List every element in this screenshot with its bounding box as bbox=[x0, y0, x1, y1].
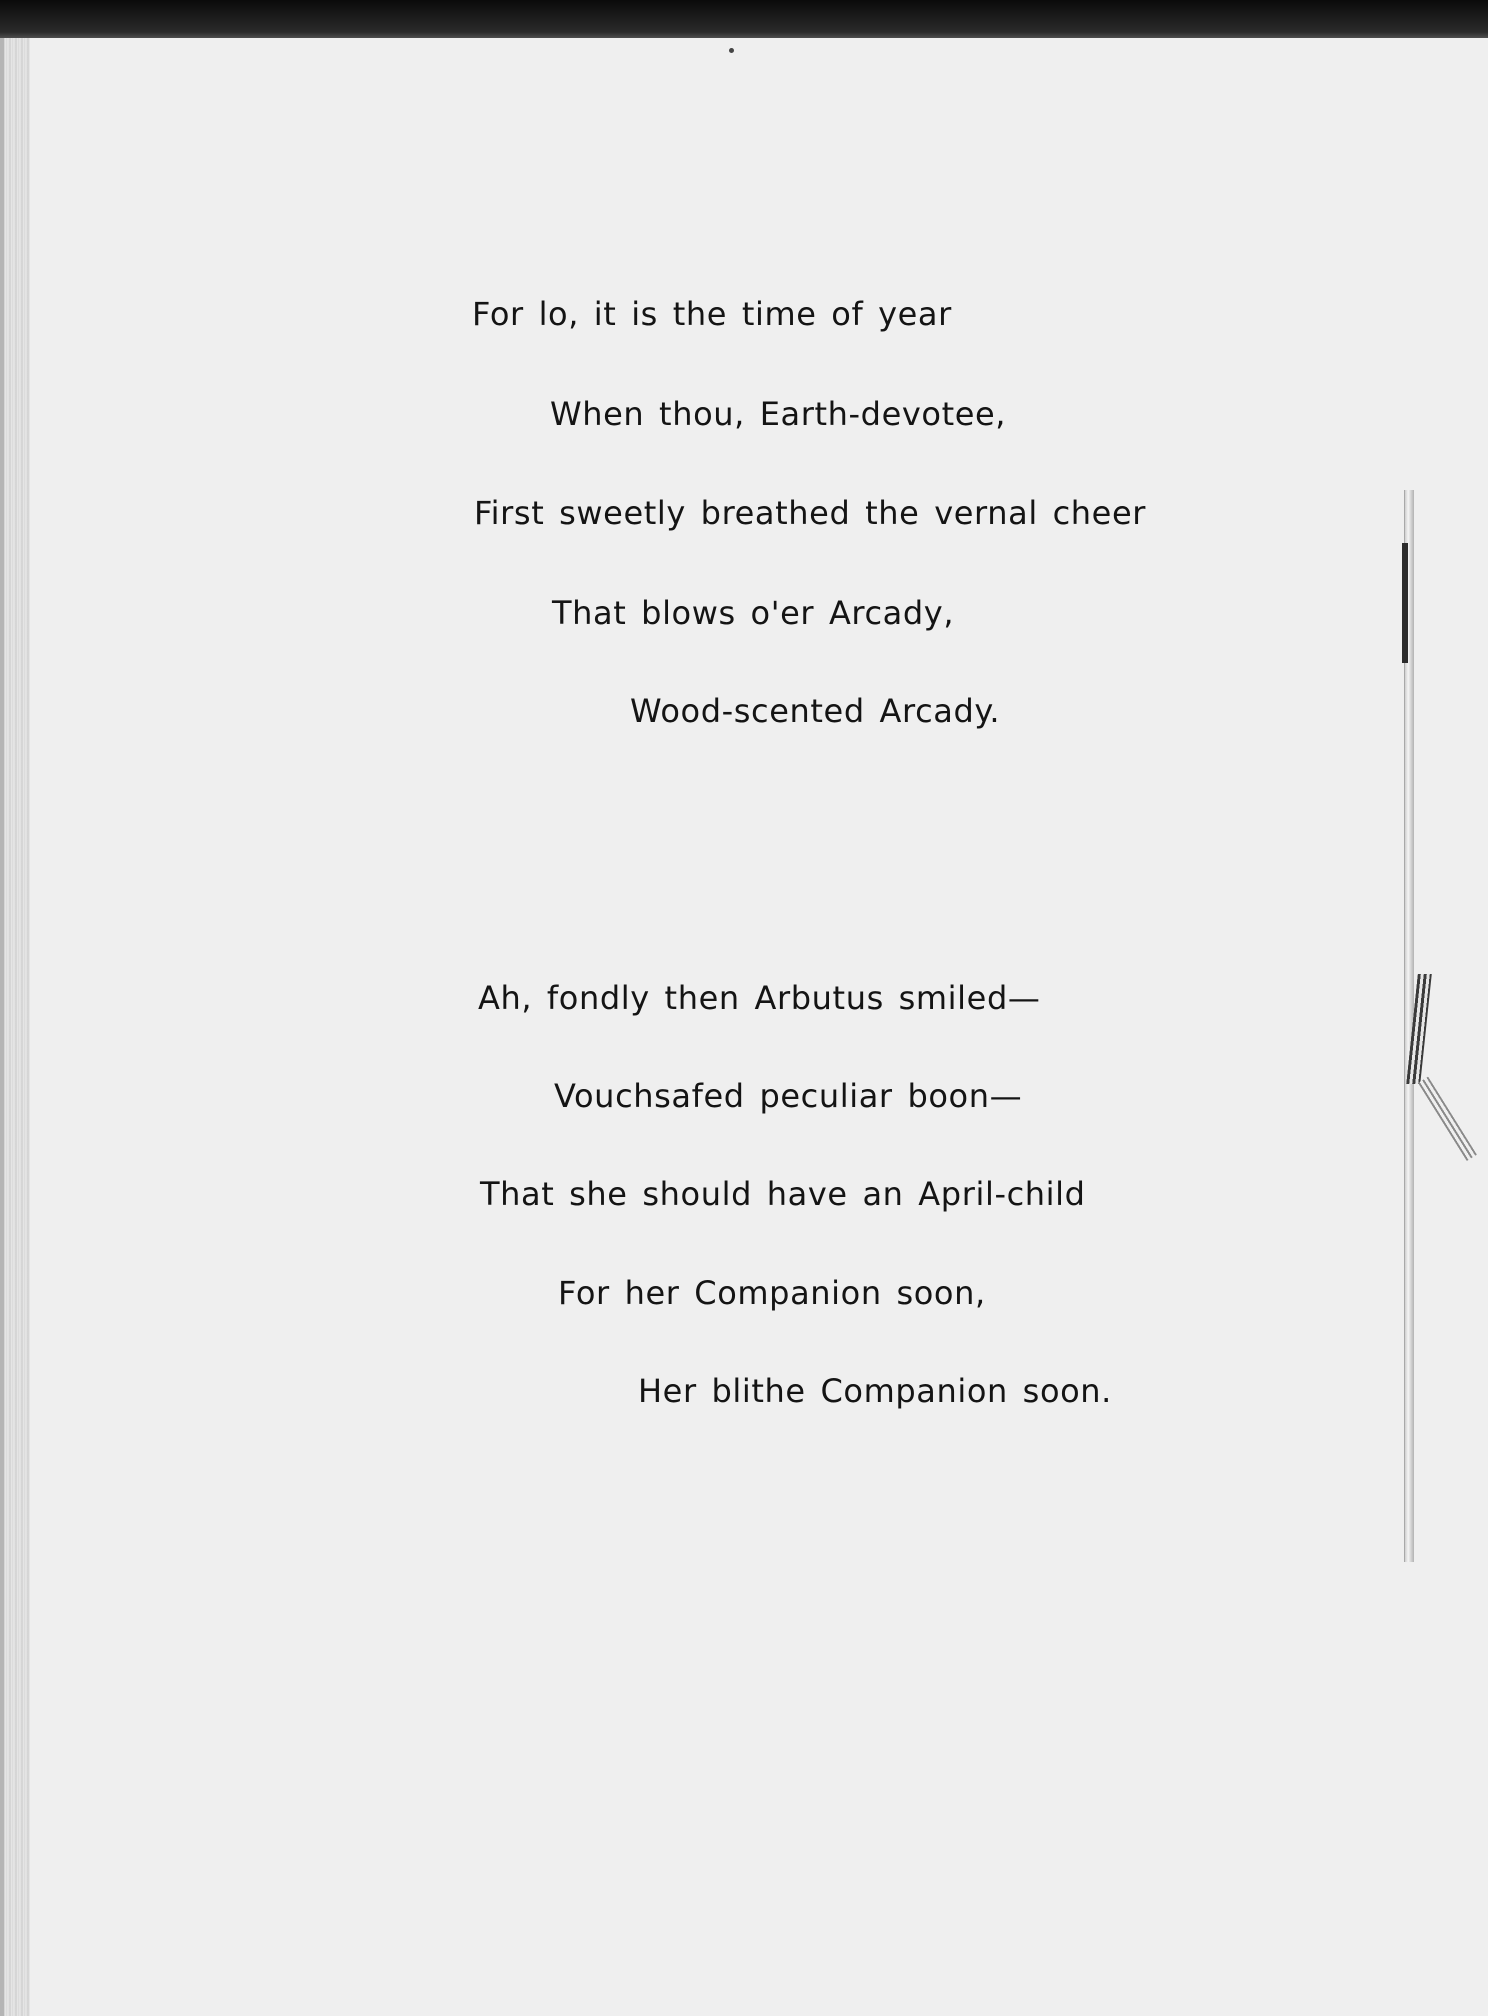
binding-ribbon-tail bbox=[1418, 1077, 1477, 1161]
page-edge-shadow bbox=[0, 38, 4, 2016]
verse-line: That blows o'er Arcady, bbox=[552, 594, 955, 632]
verse-line: For lo, it is the time of year bbox=[472, 295, 952, 333]
verse-line: Vouchsafed peculiar boon— bbox=[554, 1077, 1023, 1115]
binding-ribbon-dark-section bbox=[1402, 543, 1408, 663]
verse-line: Ah, fondly then Arbutus smiled— bbox=[478, 979, 1041, 1017]
page-edge-stack bbox=[0, 38, 30, 2016]
verse-line: Her blithe Companion soon. bbox=[638, 1372, 1112, 1410]
scan-top-shadow bbox=[0, 0, 1488, 40]
verse-line: First sweetly breathed the vernal cheer bbox=[474, 494, 1147, 532]
verse-line: That she should have an April-child bbox=[480, 1175, 1086, 1213]
paper-speck bbox=[729, 48, 734, 53]
book-page bbox=[0, 38, 1488, 2016]
verse-line: For her Companion soon, bbox=[558, 1274, 986, 1312]
verse-line: When thou, Earth-devotee, bbox=[550, 395, 1007, 433]
verse-line: Wood-scented Arcady. bbox=[630, 692, 1001, 730]
